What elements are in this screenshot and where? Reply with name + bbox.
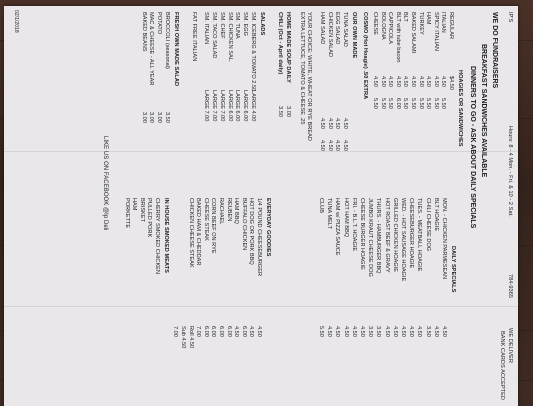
hoagies-heading: HOAGIES OR SANDWICHES xyxy=(457,70,463,147)
item-price: 4.50 xyxy=(425,76,432,87)
item-price: 4.50 xyxy=(383,326,390,337)
soup-heading: HOME MADE SOUP DAILY xyxy=(285,12,291,83)
item-name: SM. TUNA xyxy=(234,12,241,39)
everyday-heading: EVERYDAY GOODIES xyxy=(265,198,271,257)
item-price: 3.50 xyxy=(424,326,431,337)
chili-label: CHILI (Oct - April daily) xyxy=(277,12,283,75)
item-price: 4.50 xyxy=(334,118,341,129)
breakfast-heading: BREAKFAST SANDWICHES AVAILABLE xyxy=(480,44,487,178)
item-price: LARGE 7.00 xyxy=(203,90,210,122)
item-name: BROCCOLI (seasonal) xyxy=(164,12,170,69)
item-price: 3.00 xyxy=(148,112,155,123)
item-name: CLUB xyxy=(318,198,324,213)
item-name: HAM w/ PIZZA SAUCE xyxy=(334,198,341,256)
item-price: 5.50 xyxy=(318,326,324,337)
item-name: THURS. - HAMBURGER BBQ xyxy=(375,198,382,274)
item-price: LARGE 7.00 xyxy=(211,90,217,122)
item-price: 4.50 xyxy=(410,76,416,87)
item-name: HOT HAM BBQ xyxy=(342,198,349,238)
item-price: 4.50 xyxy=(402,76,409,87)
item-price-large: 5.50 xyxy=(372,98,378,109)
item-name: BLT HOAGIE xyxy=(432,198,439,232)
item-name: CHEESE BURGER HOAGIE xyxy=(359,198,365,270)
item-price: 4.50 xyxy=(441,326,447,337)
item-name: CHEESE xyxy=(372,12,378,36)
item-name: CAPPICOLA xyxy=(387,12,394,45)
item-name: HAM SALAD xyxy=(319,12,326,45)
item-price-large: 6.00 xyxy=(394,98,401,109)
smoked-heading: IN HOUSE SMOKED MEATS xyxy=(163,198,169,273)
item-name: SM. ITALIAN xyxy=(203,12,210,45)
item-name: BAKED BEANS xyxy=(140,12,147,52)
item-name: REUBEN xyxy=(225,198,232,222)
item-name: SM. ICEBERG & TOMATO 2.50 xyxy=(250,12,256,92)
item-price: 6.00 xyxy=(218,326,224,337)
item-name: ITALIAN xyxy=(440,12,447,33)
item-name: MAC & CHEESE - ALL YEAR xyxy=(148,12,155,86)
item-name: BRISKET xyxy=(138,198,145,222)
soup-price: 3.00 xyxy=(285,106,291,118)
item-price: 4.50 xyxy=(432,326,439,337)
extras-note: EXTRA LETTUCE, TOMATO & CHEESE .25 xyxy=(299,12,305,125)
item-name: SM. CHICKEN SAL. xyxy=(226,12,233,63)
item-name: TUES. - MEATBALL HOAGIE xyxy=(416,198,423,272)
item-price: 4.50 xyxy=(256,326,262,337)
item-price-large: 5.50 xyxy=(410,98,416,109)
item-price: 4.50 xyxy=(379,76,386,87)
item-price-large: 4.50 xyxy=(342,140,348,151)
item-name: BAKED HAM & CHEDDAR xyxy=(195,198,202,266)
item-name: HOT ROAST BEEF & GRAVY xyxy=(383,198,390,273)
item-price: 4.50 xyxy=(417,76,424,87)
item-price-large: 4.50 xyxy=(319,140,326,151)
item-name: REGULAR xyxy=(448,12,454,40)
item-price: LARGE 7.00 xyxy=(218,90,225,122)
item-name: TURKEY xyxy=(417,12,424,35)
item-price: LARGE 6.00 xyxy=(226,90,233,122)
item-name: SM. EGG xyxy=(242,12,249,36)
item-name: POTATO xyxy=(156,12,163,35)
item-price: 4.50 xyxy=(391,326,398,337)
item-price-large: 5.50 xyxy=(417,98,424,109)
item-price: 4.50 xyxy=(416,326,423,337)
bread-note: YOUR CHOICE: WHITE, WHEAT OR RYE BREAD xyxy=(306,12,312,142)
item-price: 4.50 xyxy=(408,326,415,337)
item-price: 4.50 xyxy=(326,326,333,337)
item-name: SM. CHEF xyxy=(218,12,225,39)
item-name: CHEESE STEAK xyxy=(202,198,209,241)
item-name: GRILLED CHICKEN HOAGIE xyxy=(391,198,398,272)
item-price: 4.50 xyxy=(394,76,401,87)
item-price: 4.50 xyxy=(432,76,439,87)
item-name: CORN BEEF ON RYE xyxy=(210,198,217,254)
item-price-large: 5.50 xyxy=(440,98,447,109)
item-name: HOT DOG OR PORK BBQ xyxy=(248,198,255,265)
paper-fold xyxy=(4,306,518,307)
dinners-heading: DINNERS TO GO - ASK ABOUT DAILY SPECIALS xyxy=(469,66,476,229)
item-price: 3.00 xyxy=(140,112,147,123)
item-name: CHICKEN SALAD xyxy=(326,12,333,58)
item-price: 4.50 xyxy=(387,76,394,87)
item-name: PULLED PORK xyxy=(146,198,153,238)
item-name: RACHAEL xyxy=(218,198,224,225)
item-name: HAM xyxy=(425,12,432,25)
deli-name: IP'S xyxy=(507,12,513,23)
phone-number: 784-9365 xyxy=(507,274,513,299)
item-name: SM. TACO SALAD xyxy=(211,12,217,59)
item-price: 3.00 xyxy=(156,112,163,123)
item-price-large: 4.50 xyxy=(326,140,333,151)
item-price-large: 5.50 xyxy=(432,98,439,109)
item-name: CHEESEBURGER HOAGIE xyxy=(408,198,415,269)
salads-heading: SALADS xyxy=(259,12,265,36)
item-price: 4.50 xyxy=(319,118,326,129)
paper-fold xyxy=(4,151,518,152)
item-price-large: 5.50 xyxy=(379,98,386,109)
cards-text: BANK CARDS ACCEPTED xyxy=(499,331,505,401)
item-price: 4.50 xyxy=(334,326,341,337)
item-name: BLT xyxy=(402,12,409,22)
item-name: FRI. - B.L.T. HOAGIE xyxy=(350,198,357,252)
item-price: 3.50 xyxy=(367,326,374,337)
item-price: 3.50 xyxy=(164,112,170,123)
item-price: LARGE 6.00 xyxy=(234,90,241,122)
item-price: 3.50 xyxy=(375,326,382,337)
item-price: 4.50 xyxy=(342,118,348,129)
item-price: 4.50 xyxy=(233,326,240,337)
fundraisers-heading: WE DO FUNDRAISERS xyxy=(491,12,498,89)
item-name: HAM xyxy=(131,198,138,211)
menu-sheet xyxy=(4,6,518,406)
item-price: 7.00 xyxy=(195,326,202,337)
item-price: 6.00 xyxy=(210,326,217,337)
item-price: 4.50 xyxy=(400,326,406,337)
item-price: 7.00 xyxy=(172,326,179,337)
item-name: TUNA SALAD xyxy=(342,12,348,47)
item-name: WED. - HOT SAUSAGE HOAGIE xyxy=(400,198,406,282)
item-name: CHILI CHEESE DOG xyxy=(424,198,431,252)
item-price-large: 5.50 xyxy=(402,98,409,109)
item-name: HAM BBQ xyxy=(233,198,240,224)
daily-heading: DAILY SPECIALS xyxy=(450,246,456,293)
item-price: 4.50 xyxy=(359,326,365,337)
item-price: 4.50 xyxy=(372,76,378,87)
footer-code: 02/1/2018 xyxy=(13,10,19,33)
item-name: BLT with tube bacon xyxy=(394,12,401,63)
cosmo-text: COSMO (Hot Hoagie) .50 EXTRA xyxy=(362,12,368,100)
item-name: PORKETTE xyxy=(123,198,130,229)
item-name: BOLOGNA xyxy=(379,12,386,40)
item-name: JUMBO KRAUT CHEESE DOG xyxy=(367,198,374,277)
item-price: 4.50 xyxy=(248,326,255,337)
ourown-heading: OUR OWN MADE xyxy=(351,12,357,59)
item-price: 6.00 xyxy=(202,326,209,337)
hours-text: Hours: 8 - 4 Mon. - Fri. & 10 - 2 Sat. xyxy=(507,126,513,217)
item-price-large: 5.50 xyxy=(387,98,394,109)
item-price: 4.50 xyxy=(326,118,333,129)
item-name: TUNA MELT xyxy=(326,198,333,229)
item-name: SPICY ITALIAN xyxy=(432,12,439,51)
fresh-heading: FRESH OWN MADE SALAD xyxy=(173,12,179,87)
item-price: LARGE 6.00 xyxy=(242,90,249,122)
item-name: MON. - CHICKEN PARMESEAN xyxy=(441,198,447,280)
fatfree-note: FAT FREE ITALIAN xyxy=(191,12,197,62)
item-price: $4.50 xyxy=(448,76,454,90)
item-price: 4.50 xyxy=(342,326,349,337)
item-name: EGG SALAD xyxy=(334,12,341,45)
item-name: BUFFALO CHICKEN xyxy=(240,198,247,251)
item-name: CHICKEN CHEESE STEAK xyxy=(187,198,194,268)
item-price: Roll 4.50 xyxy=(187,326,194,349)
item-price: LARGE 4.00 xyxy=(250,90,256,122)
item-price: Sub 4.50 xyxy=(180,326,186,349)
item-price: 4.50 xyxy=(440,76,447,87)
item-price: 4.50 xyxy=(350,326,357,337)
chili-price: 3.50 xyxy=(277,106,283,118)
item-name: 1/4 POUND CHEESEBURGER xyxy=(256,198,262,277)
item-price-large: 4.50 xyxy=(334,140,341,151)
item-price-large: 5.50 xyxy=(425,98,432,109)
item-name: BAKED SALAMI xyxy=(410,12,416,54)
item-price: 6.00 xyxy=(225,326,232,337)
deliver-text: WE DELIVER xyxy=(507,328,513,364)
item-price: 6.00 xyxy=(240,326,247,337)
facebook-text: LIKE US ON FACEBOOK @Ip Deli xyxy=(102,136,108,231)
item-name: CHERRY SMOKED CHICKEN xyxy=(154,198,160,274)
